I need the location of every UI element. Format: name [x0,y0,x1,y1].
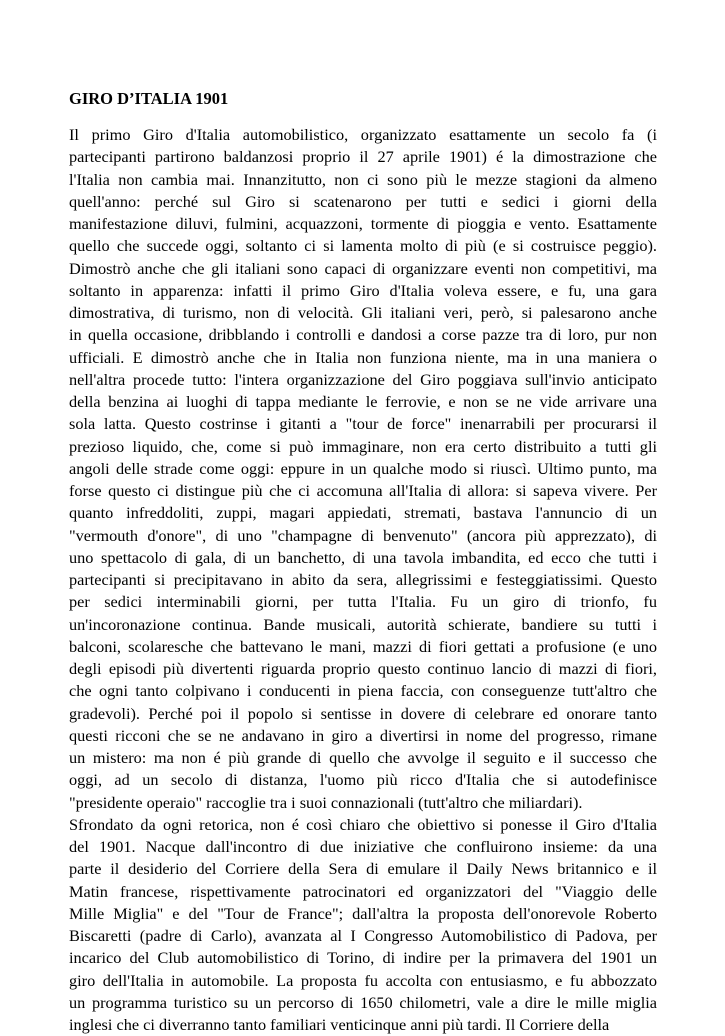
body-line: dimostrativa, di turismo, non di velocità. Gli italiani veri, però, si palesarono anche [69,303,657,322]
body-line: "vermouth d'onore", di uno "champagne di benvenuto" (ancora più apprezzato), di [69,525,657,545]
body-line: Dimostrò anche che gli italiani sono capaci di organizzare eventi non competitivi, ma [69,258,657,278]
body-line: balconi, scolaresche che battevano le mani, mazzi di fiori gettati a profusione (e uno [69,636,657,656]
body-line: "presidente operaio" raccoglie tra i suoi connazionali (tutt'altro che miliardari). [69,792,583,812]
body-line: partecipanti partirono baldanzosi proprio il 27 aprile 1901) é la dimostrazione che [69,147,657,167]
body-line: per sedici interminabili giorni, per tutta l'Italia. Fu un giro di trionfo, fu [69,592,657,612]
body-line: inglesi che ci diverranno tanto familiari venticinque anni più tardi. Il Corriere della [69,1015,610,1034]
document-title: GIRO D’ITALIA 1901 [69,89,229,108]
body-line: soltanto in apparenza: infatti il primo Giro d'Italia voleva essere, e fu, una gara [69,280,657,300]
body-line: nell'altra procede tutto: l'intera organizzazione del Giro poggiava sull'invio anticipato [69,369,657,389]
body-line: Sfrondato da ogni retorica, non é così chiaro che obiettivo si ponesse il Giro d'Italia [69,814,657,834]
body-line: giro dell'Italia in automobile. La proposta fu accolta con entusiasmo, e fu abbozzato [69,970,657,990]
body-line: un mistero: ma non é più grande di quello che avvolge il seguito e il successo che [69,748,657,767]
body-line: incarico del Club automobilistico di Torino, di indire per la primavera del 1901 un [69,948,657,968]
body-line: un programma turistico su un percorso di 1650 chilometri, vale a dire le mille miglia [69,992,657,1012]
body-line: Il primo Giro d'Italia automobilistico, organizzato esattamente un secolo fa (i [69,125,657,144]
body-line: questi ricconi che se ne andavano in giro a divertirsi in nome del progresso, rimane [69,725,657,745]
body-line: un'incoronazione continua. Bande musicali, autorità schierate, bandiere su tutti i [69,614,657,634]
body-line: angoli delle strade come oggi: eppure in un qualche modo si riuscì. Ultimo punto, ma [69,458,657,478]
document-body [69,124,657,1036]
body-line: quello che succede oggi, soltanto ci si lamenta molto di più (e si costruisce peggio). [69,236,657,256]
body-line: Mille Miglia" e del "Tour de France"; dall'altra la proposta dell'onorevole Roberto [69,903,657,923]
body-line: manifestazione diluvi, fulmini, acquazzoni, tormente di pioggia e vento. Esattamente [69,214,657,233]
body-line: che ogni tanto colpivano i conducenti in piena faccia, con conseguenze tutt'altro che [69,681,657,701]
body-line: Biscaretti (padre di Carlo), avanzata al I Congresso Automobilistico di Padova, per [69,926,657,945]
body-line: parte il desiderio del Corriere della Sera di emulare il Daily News britannico e il [69,859,657,879]
body-line: sola latta. Questo costrinse i gitanti a "tour de force" inenarrabili per procurarsi il [69,414,657,434]
body-line: quell'anno: perché sul Giro si scatenarono per tutti e sedici i giorni della [69,191,657,211]
body-line: partecipanti si precipitavano in abito da sera, allegrissimi e festeggiatissimi. Questo [69,570,657,589]
body-line: forse questo ci distingue più che ci accomuna all'Italia di allora: si sapeva vivere. Per [69,481,657,500]
body-line: della benzina ai luoghi di tappa mediante le ferrovie, e non se ne vide arrivare una [69,392,657,411]
body-line: quanto infreddoliti, zuppi, magari appiedati, stremati, bastava l'annuncio di un [69,503,657,523]
body-line: uno spettacolo di gala, di un banchetto, di una tavola imbandita, ed ecco che tutti i [69,547,657,567]
body-line: del 1901. Nacque dall'incontro di due iniziative che confluirono insieme: da una [69,837,657,856]
body-line: Matin francese, rispettivamente patrocinatori ed organizzatori del "Viaggio delle [69,881,657,901]
body-line: gradevoli). Perché poi il popolo si sentisse in dovere di celebrare ed onorare tanto [69,703,657,723]
body-line: degli episodi più divertenti riguarda proprio questo continuo lancio di mazzi di fiori, [69,659,657,678]
body-line: in quella occasione, dribblando i controlli e dandosi a corse pazze tra di loro, pur non [69,325,657,345]
body-line: prezioso liquido, che, come si può immaginare, non era certo distribuito a tutti gli [69,436,657,456]
body-line: oggi, ad un secolo di distanza, l'uomo più ricco d'Italia che si autodefinisce [69,770,657,790]
body-line: l'Italia non cambia mai. Innanzitutto, non ci sono più le mezze stagioni da almeno [69,169,657,189]
body-line: ufficiali. E dimostrò anche che in Italia non funziona niente, ma in una maniera o [69,347,657,367]
